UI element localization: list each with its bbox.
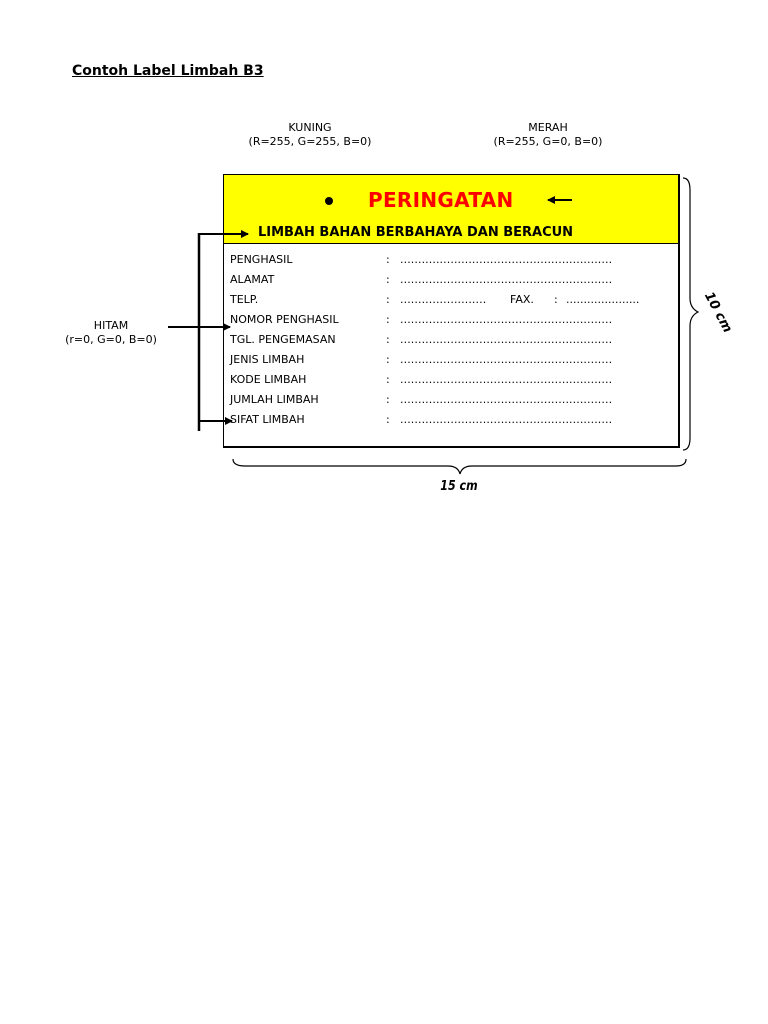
color-note-merah-name: MERAH — [528, 121, 568, 134]
field-label: PENGHASIL — [230, 253, 293, 266]
field-colon: : — [386, 293, 390, 306]
field-blank: ........................................................... — [400, 313, 613, 326]
field-blank: ........................................................... — [400, 353, 613, 366]
label-subtitle: LIMBAH BAHAN BERBAHAYA DAN BERACUN — [258, 225, 574, 240]
color-note-kuning-rgb: (R=255, G=255, B=0) — [248, 135, 372, 148]
width-brace — [233, 459, 686, 474]
fax-label: FAX. — [510, 293, 534, 306]
field-label: SIFAT LIMBAH — [230, 413, 305, 426]
field-label: JENIS LIMBAH — [230, 353, 305, 366]
field-blank: ........................................................... — [400, 333, 613, 346]
field-colon: : — [386, 333, 390, 346]
field-colon: : — [386, 373, 390, 386]
color-note-hitam-rgb: (r=0, G=0, B=0) — [65, 333, 157, 346]
field-colon: : — [386, 413, 390, 426]
color-note-kuning-name: KUNING — [288, 121, 332, 134]
field-blank: ........................................................... — [400, 273, 613, 286]
height-brace — [683, 178, 698, 450]
field-colon: : — [386, 353, 390, 366]
field-colon: : — [386, 273, 390, 286]
fax-blank: ..................... — [566, 293, 640, 306]
field-colon: : — [386, 253, 390, 266]
field-blank: ........................ — [400, 293, 487, 306]
field-blank: ........................................................... — [400, 413, 613, 426]
height-dimension-label: 10 cm — [701, 289, 735, 336]
field-label: TGL. PENGEMASAN — [230, 333, 336, 346]
field-blank: ........................................................... — [400, 373, 613, 386]
field-colon: : — [386, 393, 390, 406]
warning-title: PERINGATAN — [368, 188, 514, 212]
fax-colon: : — [554, 293, 558, 306]
field-label: ALAMAT — [230, 273, 275, 286]
field-label: NOMOR PENGHASIL — [230, 313, 339, 326]
document-title: Contoh Label Limbah B3 — [72, 63, 264, 79]
width-dimension-label: 15 cm — [440, 479, 478, 494]
field-label: KODE LIMBAH — [230, 373, 307, 386]
color-note-merah-rgb: (R=255, G=0, B=0) — [493, 135, 603, 148]
field-blank: ........................................................... — [400, 253, 613, 266]
field-blank: ........................................................... — [400, 393, 613, 406]
field-colon: : — [386, 313, 390, 326]
color-note-hitam-name: HITAM — [93, 319, 129, 332]
field-label: TELP. — [230, 293, 259, 306]
field-label: JUMLAH LIMBAH — [230, 393, 319, 406]
